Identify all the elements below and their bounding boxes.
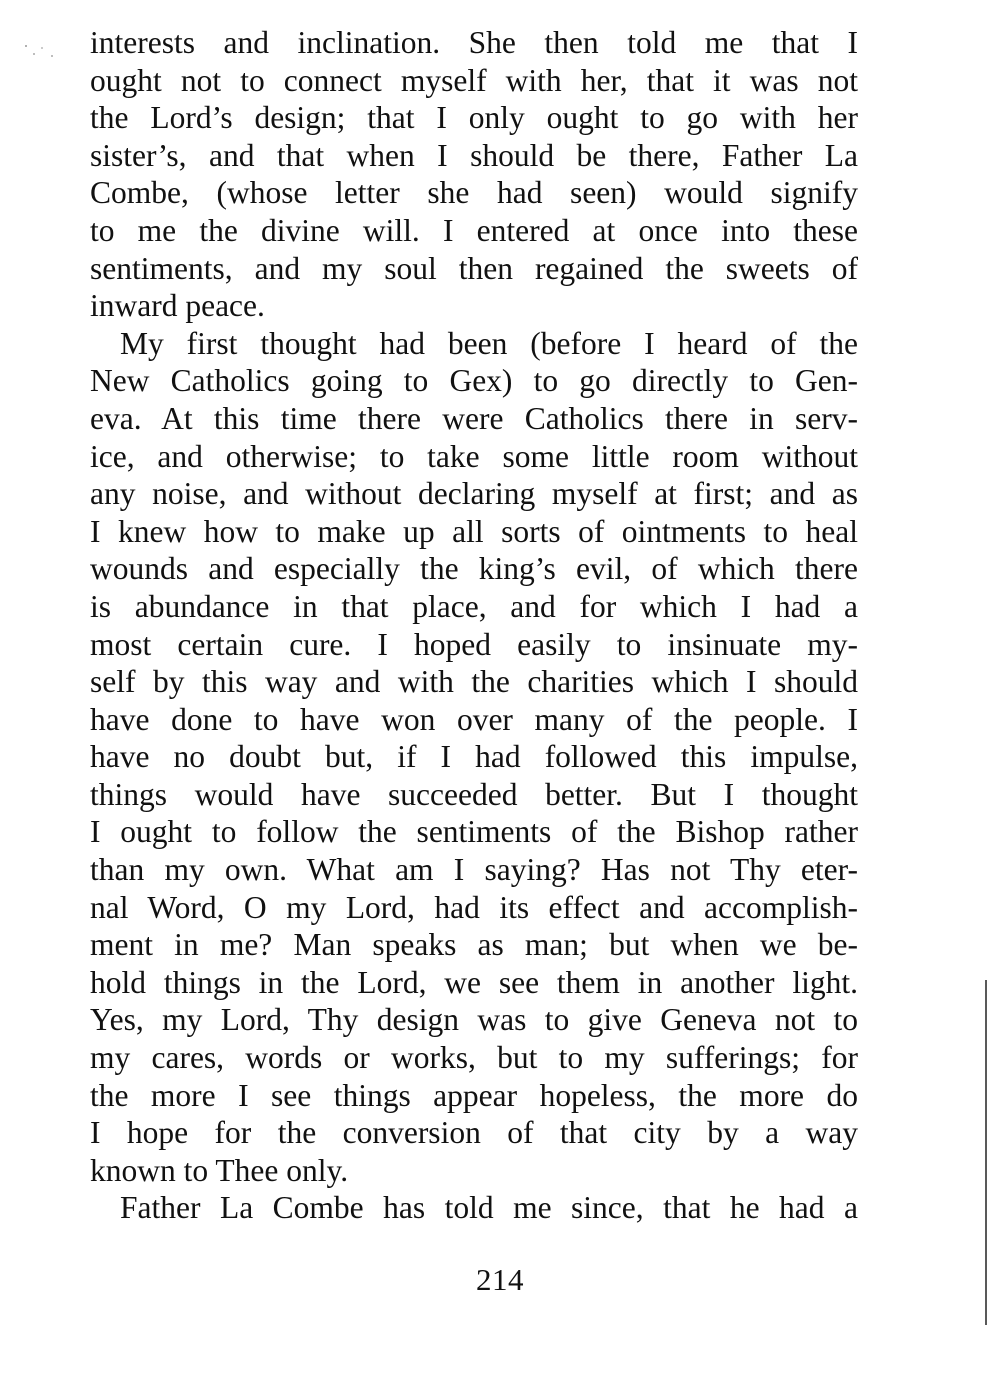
text-line: inward peace. (90, 288, 265, 324)
page-number: 214 (476, 1262, 524, 1297)
text-line: Father La Combe has told me since, that he had a (120, 1190, 858, 1226)
text-line: eva. At this time there were Catholics there in serv- (90, 400, 858, 436)
text-line: my cares, words or works, but to my sufferings; for (90, 1040, 858, 1076)
text-line: the Lord’s design; that I only ought to go with her (90, 100, 858, 136)
text-line: sentiments, and my soul then regained the sweets of (90, 250, 858, 286)
text-line: known to Thee only. (90, 1152, 349, 1188)
text-line: to me the divine will. I entered at once into these (90, 212, 858, 248)
text-line: ment in me? Man speaks as man; but when we be- (90, 927, 858, 963)
text-line: the more I see things appear hopeless, the more do (90, 1077, 858, 1113)
text-line: have done to have won over many of the people. I (90, 701, 858, 737)
text-line: interests and inclination. She then told me that I (90, 25, 858, 60)
scan-speck-marks (22, 40, 62, 64)
text-line: Yes, my Lord, Thy design was to give Geneva not to (90, 1002, 858, 1038)
scan-edge-line (985, 980, 987, 1325)
text-line: than my own. What am I saying? Has not Thy eter- (90, 852, 858, 888)
text-line: ought not to connect myself with her, that it was not (90, 62, 858, 98)
body-text (90, 24, 858, 1227)
text-line: I hope for the conversion of that city by a way (90, 1115, 858, 1151)
text-line: New Catholics going to Gex) to go directly to Gen- (90, 363, 858, 399)
text-line: nal Word, O my Lord, had its effect and accomplish- (90, 889, 858, 925)
text-line: wounds and especially the king’s evil, of which there (90, 551, 858, 587)
text-line: is abundance in that place, and for which I had a (90, 588, 858, 624)
text-line: sister’s, and that when I should be there, Father La (90, 137, 858, 173)
text-line: Combe, (whose letter she had seen) would signify (90, 175, 858, 211)
text-line: ice, and otherwise; to take some little room without (90, 438, 858, 474)
text-line: I ought to follow the sentiments of the Bishop rather (90, 814, 858, 850)
text-line: self by this way and with the charities which I should (90, 664, 858, 700)
text-line: have no doubt but, if I had followed this impulse, (90, 739, 858, 775)
text-line: things would have succeeded better. But I thought (90, 776, 858, 812)
text-line: most certain cure. I hoped easily to insinuate my- (90, 626, 858, 662)
text-line: any noise, and without declaring myself at first; and as (90, 476, 858, 512)
text-line: hold things in the Lord, we see them in another light. (90, 964, 858, 1000)
text-line: My first thought had been (before I heard of the (120, 325, 858, 361)
text-line: I knew how to make up all sorts of ointments to heal (90, 513, 858, 549)
